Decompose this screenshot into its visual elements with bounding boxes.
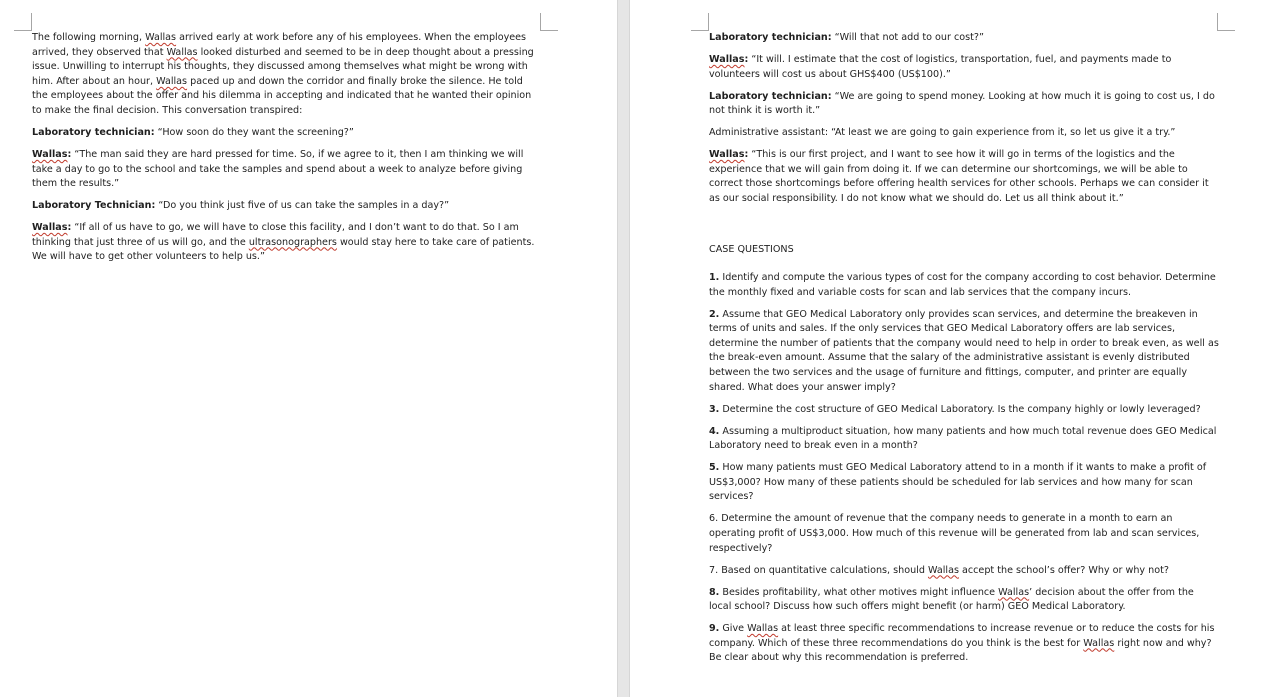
speaker-label: Laboratory Technician: bbox=[32, 200, 156, 212]
text-run: looked disturbed and seemed to be in deep thought about a pressing issue. Unwilling to interrupt his thoughts, they discussed among themselves what might be wrong with him. After about an hour, bbox=[32, 46, 534, 87]
speaker-label: Laboratory technician: bbox=[709, 32, 832, 43]
crop-mark-top-left bbox=[14, 13, 32, 31]
dialogue-admin-assistant bbox=[709, 126, 1219, 141]
question-text: 7. Based on quantitative calculations, should bbox=[709, 564, 928, 576]
dialogue-text: “The man said they are hard pressed for time. So, if we agree to it, then I am thinking we will take a day to go to the school and take the samples and spend about a week to analyze before giving them the results.” bbox=[32, 148, 524, 190]
case-question-2 bbox=[709, 308, 1219, 396]
crop-mark-top-right bbox=[1217, 13, 1235, 31]
crop-mark-top-left bbox=[691, 13, 709, 31]
speaker-colon: : bbox=[67, 148, 72, 160]
dialogue-text: “We are going to spend money. Looking at how much it is going to cost us, I do not think it is worth it.” bbox=[709, 90, 1215, 117]
case-question-5 bbox=[709, 461, 1219, 505]
speaker-colon: : bbox=[744, 149, 749, 161]
page-gutter bbox=[617, 0, 630, 697]
dialogue-text: “Do you think just five of us can take the samples in a day?” bbox=[155, 200, 450, 212]
case-question-7 bbox=[709, 564, 1219, 579]
question-text: Assuming a multiproduct situation, how many patients and how much total revenue does GEO Medical Laboratory need to break even in a month? bbox=[709, 425, 1217, 452]
speaker-colon: : bbox=[67, 222, 72, 234]
question-text: Assume that GEO Medical Laboratory only provides scan services, and determine the breakeven in terms of units and sales. If the only services that GEO Medical Laboratory offers are lab services, determine the number of patients that the company would need to help in order to break even, as well as the break-even amount. Assume that the salary of the administrative assistant is evenly distributed between the two services and the usage of furniture and fittings, computer, and printer are equally shared. What does your answer imply? bbox=[709, 308, 1219, 393]
spelling-flag[interactable]: Wallas bbox=[927, 564, 959, 576]
question-text: accept the school’s offer? Why or why not? bbox=[958, 564, 1169, 576]
speaker-label[interactable]: Wallas bbox=[32, 148, 68, 160]
dialogue-text: “This is our first project, and I want to see how it will go in terms of the logistics and the experience that we will gain from doing it. If we can determine our shortcomings, we will be able to correct those shortcomings before offering health services for other schools. Perhaps we can consider it as our social responsibility. I do not know what we should do. Let us all think about it.” bbox=[709, 149, 1209, 204]
document-page-left[interactable] bbox=[0, 0, 617, 697]
speaker-label: Laboratory technician: bbox=[709, 90, 832, 102]
question-number: 8. bbox=[709, 586, 720, 598]
case-question-3 bbox=[709, 403, 1219, 418]
dialogue-wallas-2 bbox=[32, 221, 540, 265]
case-question-6 bbox=[709, 512, 1219, 556]
paragraph-intro bbox=[32, 31, 540, 119]
question-text: Determine the cost structure of GEO Medical Laboratory. Is the company highly or lowly leveraged? bbox=[719, 403, 1201, 415]
case-question-4 bbox=[709, 425, 1219, 454]
question-text: Besides profitability, what other motives might influence bbox=[719, 586, 999, 598]
page-content bbox=[32, 31, 540, 272]
spelling-flag[interactable]: Wallas bbox=[1083, 637, 1115, 649]
question-number: 1. bbox=[709, 272, 720, 284]
speaker-label: Laboratory technician: bbox=[32, 126, 155, 138]
spelling-flag[interactable]: Wallas bbox=[166, 46, 198, 58]
spelling-flag[interactable]: Wallas bbox=[747, 623, 779, 635]
speaker-colon: : bbox=[744, 53, 749, 65]
question-number: 2. bbox=[709, 308, 720, 320]
case-questions-heading: CASE QUESTIONS bbox=[709, 243, 794, 255]
speaker-label[interactable]: Wallas bbox=[32, 222, 68, 234]
case-question-1 bbox=[709, 271, 1219, 300]
page-content bbox=[709, 31, 1219, 673]
question-text: 6. Determine the amount of revenue that the company needs to generate in a month to earn an operating profit of US$3,000. How much of this revenue will be generated from lab and scan services, respectively? bbox=[709, 513, 1200, 554]
spelling-flag[interactable]: Wallas bbox=[145, 32, 177, 43]
text-run: arrived early at work before any of his employees. When the employees arrived, they observed that bbox=[32, 32, 527, 58]
question-text: right now and why? Be clear about why this recommendation is preferred. bbox=[709, 637, 1212, 664]
dialogue-text: Administrative assistant: “At least we are going to gain experience from it, so let us give it a try.” bbox=[709, 127, 1176, 139]
question-text: Give bbox=[719, 623, 748, 635]
question-text: How many patients must GEO Medical Laboratory attend to in a month if it wants to make a profit of US$3,000? How many of these patients should be scheduled for lab services and how many for scan services? bbox=[709, 462, 1207, 503]
spelling-flag[interactable]: ultrasonographers bbox=[248, 236, 337, 248]
dialogue-lab-tech-2 bbox=[32, 199, 540, 214]
question-number: 5. bbox=[709, 462, 720, 474]
dialogue-lab-tech-1 bbox=[32, 126, 540, 141]
dialogue-text: “It will. I estimate that the cost of logistics, transportation, fuel, and payments made to volunteers will cost us about GHS$400 (US$100).” bbox=[709, 53, 1172, 80]
dialogue-wallas-1 bbox=[32, 148, 540, 192]
question-text: at least three specific recommendations to increase revenue or to reduce the costs for his company. Which of these three recommendations do you think is the best for bbox=[709, 623, 1215, 649]
dialogue-text: would stay here to take care of patients. We will have to get other volunteers to help us.” bbox=[32, 236, 535, 263]
question-number: 4. bbox=[709, 425, 720, 437]
dialogue-lab-tech-4 bbox=[709, 90, 1219, 119]
spelling-flag[interactable]: Wallas bbox=[156, 75, 188, 87]
speaker-label[interactable]: Wallas bbox=[709, 53, 745, 65]
spelling-flag[interactable]: Wallas bbox=[998, 586, 1030, 598]
speaker-label[interactable]: Wallas bbox=[709, 149, 745, 161]
document-page-right[interactable] bbox=[630, 0, 1267, 697]
question-number: 9. bbox=[709, 623, 720, 635]
crop-mark-top-right bbox=[540, 13, 558, 31]
text-run: The following morning, bbox=[32, 32, 146, 43]
dialogue-lab-tech-3 bbox=[709, 31, 1219, 46]
question-text: ’ decision about the offer from the local school? Discuss how such offers might benefit (or harm) GEO Medical Laboratory. bbox=[709, 586, 1194, 613]
question-text: Identify and compute the various types of cost for the company according to cost behavior. Determine the monthly fixed and variable costs for scan and lab services that the company incurs. bbox=[709, 272, 1216, 298]
dialogue-wallas-3 bbox=[709, 53, 1219, 82]
dialogue-wallas-4 bbox=[709, 148, 1219, 206]
case-question-8 bbox=[709, 586, 1219, 615]
dialogue-text: “If all of us have to go, we will have to close this facility, and I don’t want to do that. So I am thinking that just three of us will go, and the bbox=[32, 222, 519, 248]
case-question-9 bbox=[709, 622, 1219, 666]
text-run: paced up and down the corridor and finally broke the silence. He told the employees about the offer and his dilemma in accepting and indicated that he wanted their opinion to make the final decision. This conversation transpired: bbox=[32, 75, 532, 116]
question-number: 3. bbox=[709, 403, 720, 415]
dialogue-text: “Will that not add to our cost?” bbox=[831, 32, 984, 43]
dialogue-text: “How soon do they want the screening?” bbox=[154, 126, 354, 138]
